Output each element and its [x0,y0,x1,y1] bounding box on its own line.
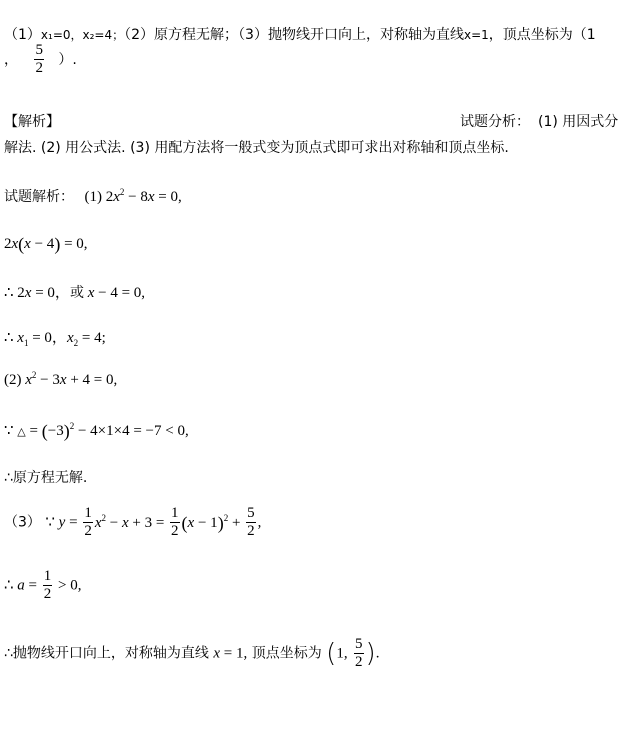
answer-close: ）. [58,51,77,68]
answer-part-3-lead: （3）抛物线开口向上，对称轴为直线 [238,27,464,43]
equation-3: ∴ 2x = 0，或 x − 4 = 0, [4,285,146,301]
half-fraction-a: $\frac{1}{2}$ [84,505,92,539]
half-fraction-b: $\frac{1}{2}$ [171,505,179,539]
answer-part-3-vertex-lead: ，顶点坐标为（1 [488,27,596,43]
fraction-numerator: 5 [35,42,43,58]
equation-6: ∵ △ = $(-3)^2 - 4\times 1\times 4 = -7 < 0$, [4,421,189,442]
fraction-denominator: 2 [35,60,43,76]
equation-5: (2) $x^2 - 3x + 4 = 0$, [4,370,118,388]
equation-2: 2x(x − 4) = 0, [4,234,88,254]
equation-7: （3） ∵ y = $\frac{1}{2}$ $x^2 - x + 3$ = $\frac{1}{2}$ $(x - 1)^2$ + $\frac{5}{2}$ , [4,505,262,539]
conclusion-2: ∴原方程无解. [4,470,88,486]
answer-part-1-lead: （1） [4,27,41,43]
equation-1: (1) $2x^2 - 8x = 0$, [84,187,182,205]
equation-8: ∴ a = $\frac{1}{2}$ > 0, [4,568,82,602]
solution-line-1 [4,186,182,206]
answer-part-2: （2）原方程无解； [124,27,239,43]
answer-part-1-roots: x₁=0，x₂=4； [40,28,125,42]
equation-7-lead: （3） [4,514,41,531]
analysis-line-1: (1) 用因式分 [538,114,619,130]
analysis-label-text: 试题分析： [460,114,530,130]
conclusion-3-vertex: 顶点坐标为 [251,645,322,662]
conclusion-3: ∴抛物线开口向上，对称轴为直线 x = 1, 顶点坐标为 (1, $\frac{5}{2}$ ). [4,636,380,670]
solution-label: 试题解析： [4,189,74,205]
answer-part-3-axis: x=1 [463,28,489,42]
analysis-label [460,111,618,131]
conclusion-3-text: ∴抛物线开口向上，对称轴为直线 [4,645,209,662]
answer-line-1 [4,24,596,44]
equation-4: ∴ $x_1 = 0$，$x_2 = 4$; [4,330,106,348]
five-halves-fraction: $\frac{5}{2}$ [247,505,255,539]
answer-vertex-y-fraction [34,42,44,77]
half-fraction-c: $\frac{1}{2}$ [43,568,52,602]
vertex-y-fraction: $\frac{5}{2}$ [355,636,363,670]
answer-comma: ， [4,51,18,68]
analysis-heading: 【解析】 [4,114,60,130]
analysis-line-2: 解法. (2) 用公式法. (3) 用配方法将一般式变为顶点式即可求出对称轴和顶点坐标. [4,140,509,156]
answer-line-2 [4,42,77,77]
